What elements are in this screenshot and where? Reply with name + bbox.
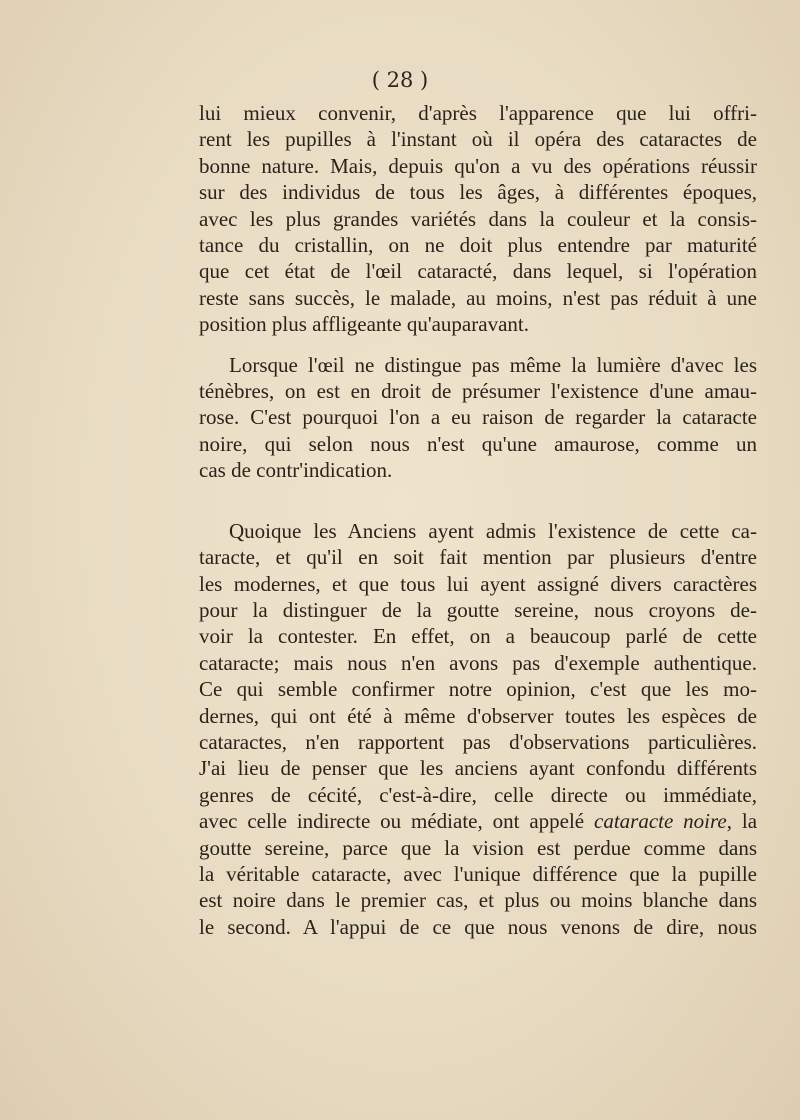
text-line: avec les plus grandes variétés dans la couleur et la consis- [199,206,757,231]
text-line: bonne nature. Mais, depuis qu'on a vu des opérations réussir [199,153,757,178]
text-line: pour la distinguer de la goutte sereine, nous croyons de- [199,597,757,622]
paragraph-maturity [199,100,757,338]
text-line: dernes, qui ont été à même d'observer toutes les espèces de [199,703,757,728]
text-line: voir la contester. En effet, on a beaucoup parlé de cette [199,624,757,649]
text-line: le second. A l'appui de ce que nous venons de dire, nous [199,914,757,939]
text-line: rent les pupilles à l'instant où il opéra des cataractes de [199,127,757,152]
text-line: noire, qui selon nous n'est qu'une amaurose, comme un [199,431,757,456]
page-number: ( 28 ) [371,68,429,92]
paragraph-amaurose [199,352,757,484]
text-line: ténèbres, on est en droit de présumer l'existence d'une amau- [199,379,757,404]
text-line: genres de cécité, c'est-à-dire, celle directe ou immédiate, [199,782,757,807]
text-line-italic [199,808,757,834]
text-line: cataractes, n'en rapportent pas d'observations particulières. [199,729,757,754]
text-line: goutte sereine, parce que la vision est perdue comme dans [199,835,757,860]
text-line: sur des individus de tous les âges, à différentes époques, [199,180,757,205]
paragraph-cataracte-noire [199,518,757,941]
text-line: tance du cristallin, on ne doit plus entendre par maturité [199,233,757,258]
text-line: que cet état de l'œil cataracté, dans lequel, si l'opération [199,259,757,284]
text-line: J'ai lieu de penser que les anciens ayant confondu différents [199,756,757,781]
text-fragment: avec celle indirecte ou médiate, ont appelé [199,809,594,834]
body-text [199,100,757,940]
text-line: Ce qui semble confirmer notre opinion, c'est que les mo- [199,677,757,702]
text-line: Lorsque l'œil ne distingue pas même la lumière d'avec les [229,352,757,377]
text-line: rose. C'est pourquoi l'on a eu raison de regarder la cataracte [199,405,757,430]
text-line: cataracte; mais nous n'en avons pas d'exemple authentique. [199,650,757,675]
text-line: Quoique les Anciens ayent admis l'existence de cette ca- [229,518,757,543]
text-line: taracte, et qu'il en soit fait mention par plusieurs d'entre [199,545,757,570]
text-line: reste sans succès, le malade, au moins, n'est pas réduit à une [199,285,757,310]
text-fragment: , la [726,809,758,834]
text-line: est noire dans le premier cas, et plus ou moins blanche dans [199,888,757,913]
text-line: position plus affligeante qu'auparavant. [199,312,529,337]
text-line: cas de contr'indication. [199,458,393,483]
italic-term: cataracte noire [594,809,727,834]
text-line: les modernes, et que tous lui ayent assigné divers caractères [199,571,757,596]
text-line: lui mieux convenir, d'après l'apparence que lui offri- [199,101,757,125]
text-line: la véritable cataracte, avec l'unique différence que la pupille [199,861,757,886]
